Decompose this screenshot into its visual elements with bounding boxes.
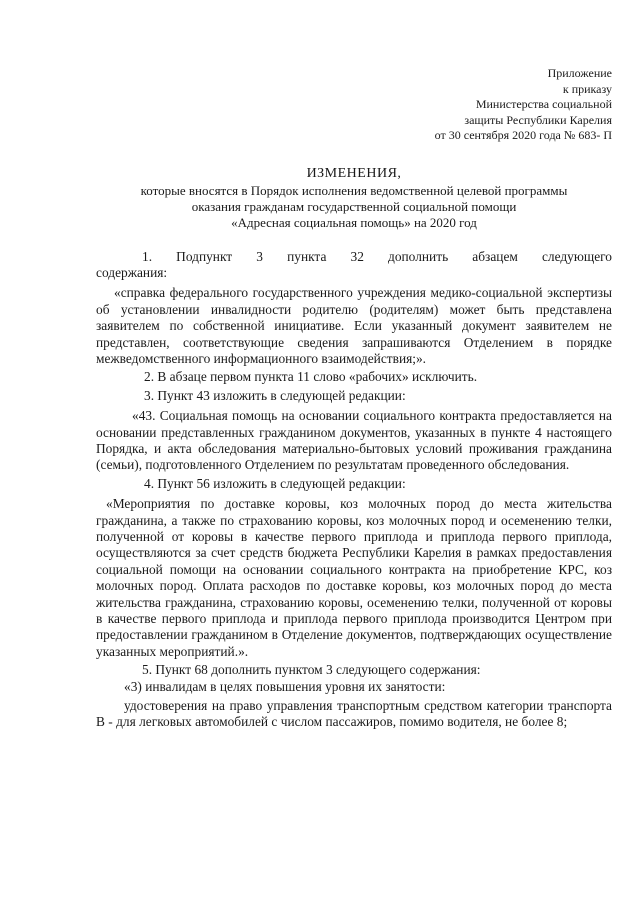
amendment-item-4: 4. Пункт 56 изложить в следующей редакции: bbox=[144, 475, 406, 491]
subtitle-line: которые вносятся в Порядок исполнения ведомственной целевой программы bbox=[140, 182, 568, 198]
amendment-quote-5-intro: «3) инвалидам в целях повышения уровня их занятости: bbox=[124, 678, 446, 694]
amendment-quote-5-item: удостоверения на право управления транспортным средством категории транспорта В - для легковых автомобилей с числом пассажиров, помимо водителя, не более 8; bbox=[96, 698, 612, 730]
document-subtitle bbox=[96, 183, 612, 231]
amendment-quote-4: «Мероприятия по доставке коровы, коз молочных пород до места жительства гражданина, а также по страхованию коровы, коз молочных пород и осеменению телки, полученной от коровы в качестве первого приплода и приплода первого приплода, осуществляются за счет средств бюджета Республики Карелия в рамках предоставления социальной помощи на основании социального контракта на приобретение КРС, коз молочных пород. Оплата расходов по доставке коровы, коз молочных пород до места жительства гражданина, страхованию коровы, осеменению телки, полученной от коровы в качестве первого приплода и приплода первого приплода производится Центром при предоставлении гражданином в Отделение документов, подтверждающих осуществление указанных мероприятий.». bbox=[96, 496, 612, 659]
appendix-line: к приказу bbox=[562, 81, 612, 96]
appendix-line: от 30 сентября 2020 года № 683- П bbox=[434, 128, 612, 142]
appendix-line: Приложение bbox=[547, 66, 612, 80]
document-body bbox=[96, 249, 612, 731]
amendment-item-1: 1. Подпункт 3 пункта 32 дополнить абзацем следующего содержания: bbox=[96, 248, 612, 280]
amendment-item-2: 2. В абзаце первом пункта 11 слово «рабочих» исключить. bbox=[144, 369, 478, 385]
subtitle-line: оказания гражданам государственной социальной помощи bbox=[191, 198, 517, 214]
document-title: ИЗМЕНЕНИЯ, bbox=[306, 165, 402, 181]
appendix-header bbox=[96, 66, 612, 144]
appendix-line: Министерства социальной bbox=[475, 97, 612, 111]
amendment-item-5: 5. Пункт 68 дополнить пунктом 3 следующего содержания: bbox=[142, 662, 481, 678]
subtitle-line: «Адресная социальная помощь» на 2020 год bbox=[231, 214, 477, 230]
amendment-item-3: 3. Пункт 43 изложить в следующей редакции: bbox=[144, 387, 406, 403]
amendment-quote-1: «справка федерального государственного учреждения медико-социальной экспертизы об установлении инвалидности родителю (родителям) может быть представлена заявителем по собственной инициативе. Если указанный документ заявителем не представлен, соответствующие сведения запрашиваются Отделением в порядке межведомственного информационного взаимодействия;». bbox=[96, 285, 612, 366]
amendment-quote-3: «43. Социальная помощь на основании социального контракта предоставляется на основании представленных гражданином документов, указанных в пункте 4 настоящего Порядка, и акта обследования материально-бытовых условий проживания гражданина (семьи), подготовленного Отделением по результатам проведенного обследования. bbox=[96, 408, 612, 473]
appendix-line: защиты Республики Карелия bbox=[464, 112, 612, 127]
